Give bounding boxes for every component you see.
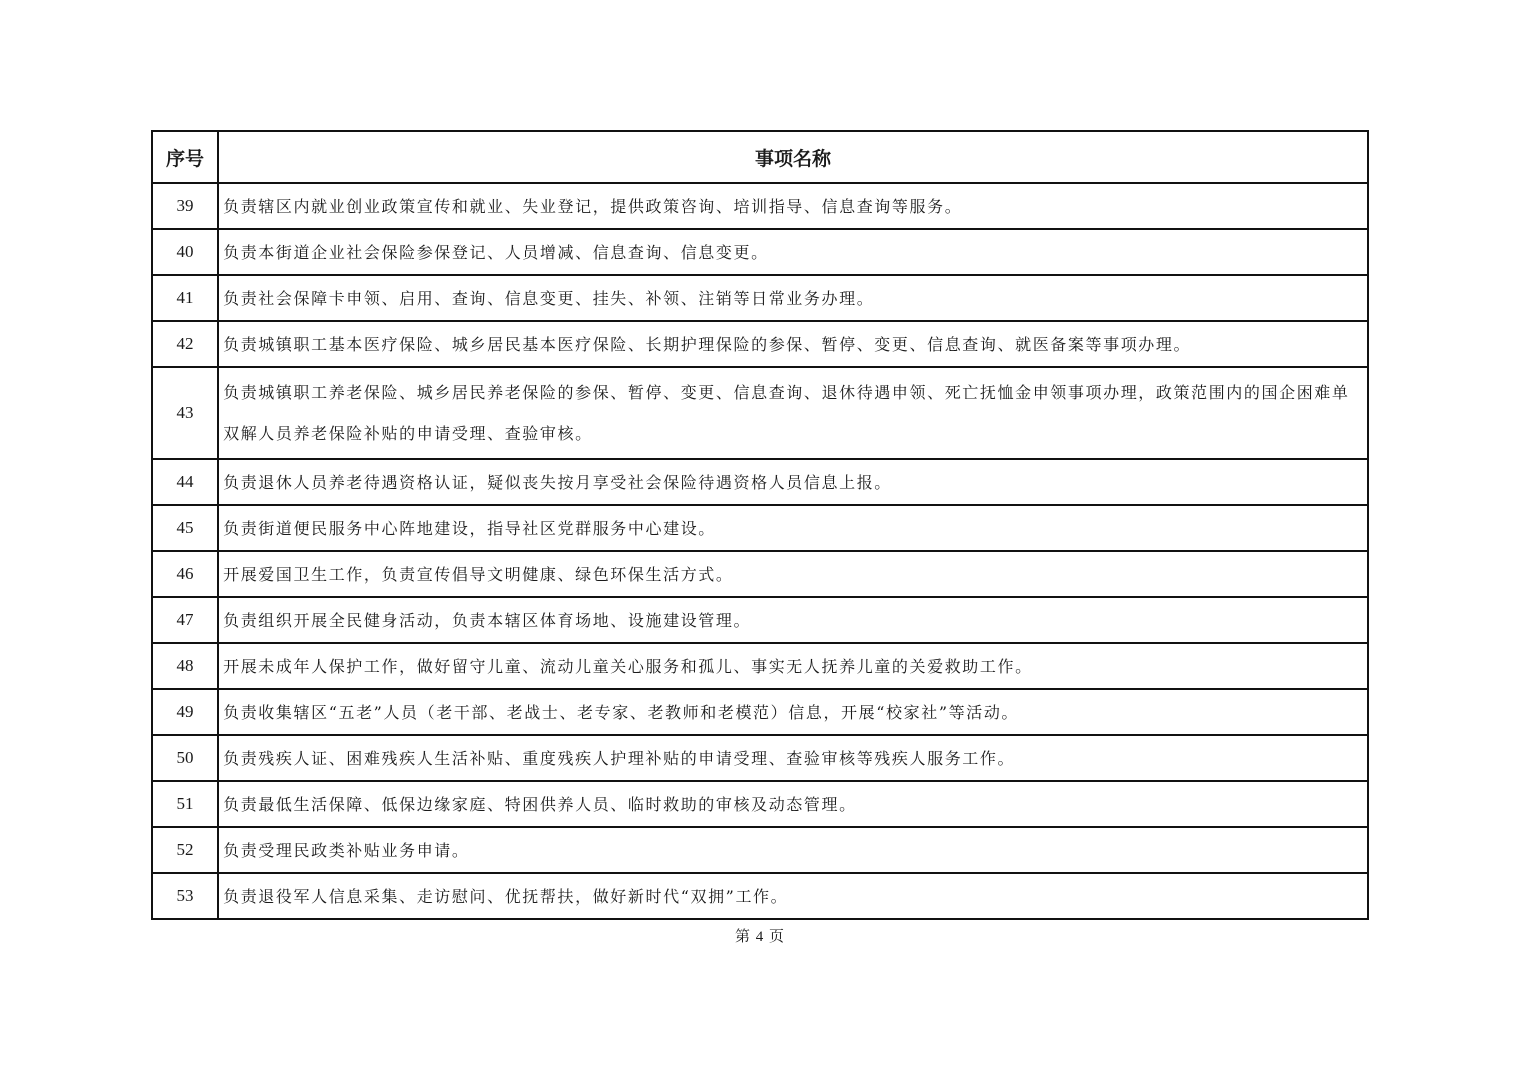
row-item-name: 负责退休人员养老待遇资格认证，疑似丧失按月享受社会保险待遇资格人员信息上报。	[218, 459, 1368, 505]
row-number: 45	[152, 505, 218, 551]
header-serial-number: 序号	[152, 131, 218, 183]
row-item-name: 负责最低生活保障、低保边缘家庭、特困供养人员、临时救助的审核及动态管理。	[218, 781, 1368, 827]
row-number: 39	[152, 183, 218, 229]
table-header-row	[152, 131, 1368, 183]
table-row	[152, 551, 1368, 597]
row-item-name: 负责城镇职工基本医疗保险、城乡居民基本医疗保险、长期护理保险的参保、暂停、变更、信息查询、就医备案等事项办理。	[218, 321, 1368, 367]
table-row	[152, 367, 1368, 459]
table-row	[152, 183, 1368, 229]
table-row	[152, 873, 1368, 919]
row-number: 47	[152, 597, 218, 643]
row-item-name: 开展未成年人保护工作，做好留守儿童、流动儿童关心服务和孤儿、事实无人抚养儿童的关爱救助工作。	[218, 643, 1368, 689]
row-item-name: 负责组织开展全民健身活动，负责本辖区体育场地、设施建设管理。	[218, 597, 1368, 643]
row-number: 46	[152, 551, 218, 597]
row-item-name: 负责残疾人证、困难残疾人生活补贴、重度残疾人护理补贴的申请受理、查验审核等残疾人服务工作。	[218, 735, 1368, 781]
row-number: 42	[152, 321, 218, 367]
row-item-name: 负责受理民政类补贴业务申请。	[218, 827, 1368, 873]
row-item-name: 负责城镇职工养老保险、城乡居民养老保险的参保、暂停、变更、信息查询、退休待遇申领、死亡抚恤金申领事项办理，政策范围内的国企困难单双解人员养老保险补贴的申请受理、查验审核。	[218, 367, 1368, 459]
row-number: 48	[152, 643, 218, 689]
row-number: 43	[152, 367, 218, 459]
row-item-name: 负责本街道企业社会保险参保登记、人员增减、信息查询、信息变更。	[218, 229, 1368, 275]
table-row	[152, 643, 1368, 689]
row-number: 44	[152, 459, 218, 505]
row-item-name: 负责社会保障卡申领、启用、查询、信息变更、挂失、补领、注销等日常业务办理。	[218, 275, 1368, 321]
table-row	[152, 275, 1368, 321]
row-number: 53	[152, 873, 218, 919]
items-table	[151, 130, 1369, 920]
row-number: 52	[152, 827, 218, 873]
row-item-name: 负责街道便民服务中心阵地建设，指导社区党群服务中心建设。	[218, 505, 1368, 551]
row-number: 51	[152, 781, 218, 827]
table-row	[152, 827, 1368, 873]
row-number: 49	[152, 689, 218, 735]
row-item-name: 负责收集辖区“五老”人员（老干部、老战士、老专家、老教师和老模范）信息，开展“校家社”等活动。	[218, 689, 1368, 735]
table-row	[152, 689, 1368, 735]
table-row	[152, 597, 1368, 643]
header-item-name: 事项名称	[218, 131, 1368, 183]
table-row	[152, 229, 1368, 275]
table-row	[152, 781, 1368, 827]
row-item-name: 负责辖区内就业创业政策宣传和就业、失业登记，提供政策咨询、培训指导、信息查询等服务。	[218, 183, 1368, 229]
row-number: 40	[152, 229, 218, 275]
page-number: 第 4 页	[734, 929, 785, 945]
table-row	[152, 321, 1368, 367]
row-item-name: 开展爱国卫生工作，负责宣传倡导文明健康、绿色环保生活方式。	[218, 551, 1368, 597]
row-item-name: 负责退役军人信息采集、走访慰问、优抚帮扶，做好新时代“双拥”工作。	[218, 873, 1368, 919]
row-number: 41	[152, 275, 218, 321]
table-row	[152, 459, 1368, 505]
table-row	[152, 505, 1368, 551]
row-number: 50	[152, 735, 218, 781]
table-row	[152, 735, 1368, 781]
